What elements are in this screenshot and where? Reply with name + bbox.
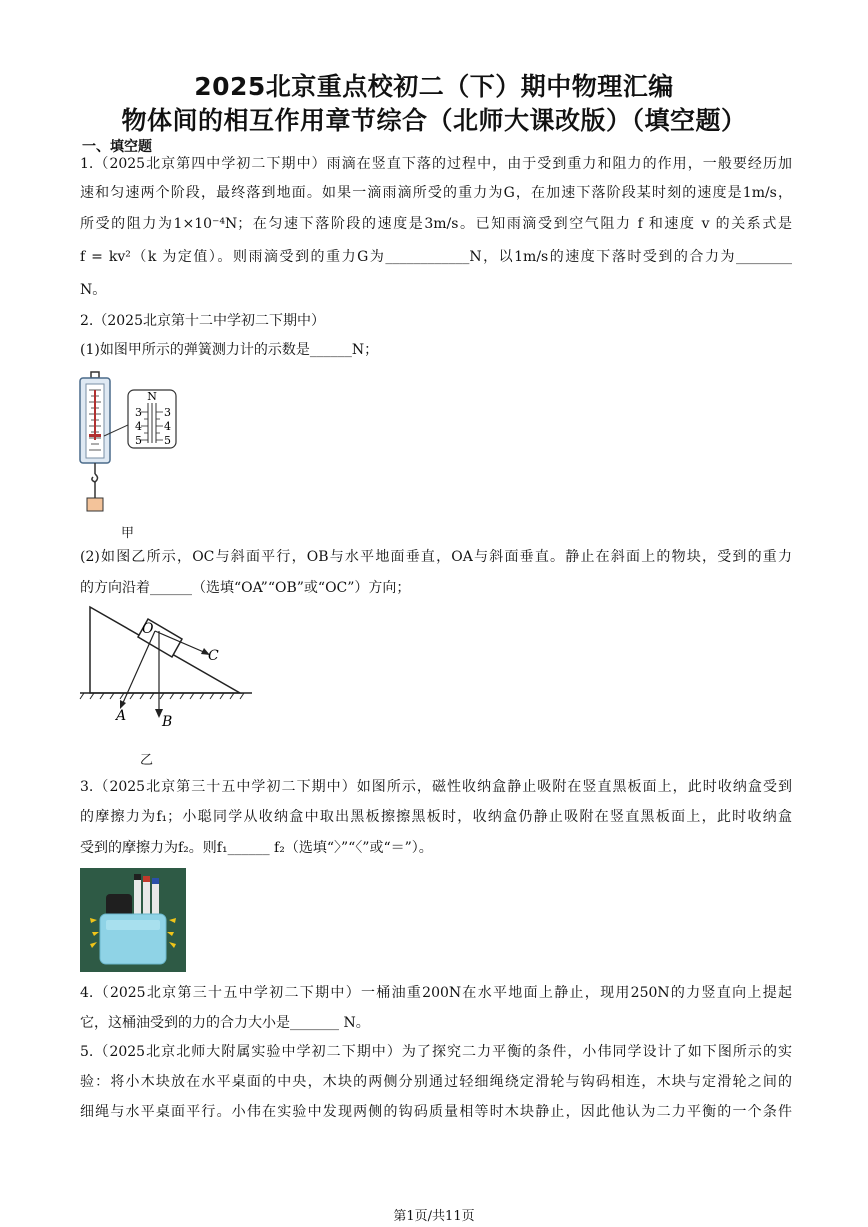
q5-line-1: 5.（2025北京北师大附属实验中学初二下期中）为了探究二力平衡的条件，小伟同学设计了如下图所示的实 (80, 1044, 792, 1060)
spring-scale-figure (76, 370, 186, 520)
figure-yi-label: 乙 (140, 753, 154, 768)
q3-line-2: 的摩擦力为f₁；小聪同学从收纳盒中取出黑板擦擦黑板时，收纳盒仍静止吸附在竖直黑板面上，此时收纳盒 (80, 809, 792, 825)
q5-line-3: 细绳与水平桌面平行。小伟在实验中发现两侧的钩码质量相等时木块静止，因此他认为二力平衡的一个条件 (80, 1104, 792, 1120)
q2-part-1: (1)如图甲所示的弹簧测力计的示数是______N； (80, 342, 379, 358)
q3-line-1: 3.（2025北京第三十五中学初二下期中）如图所示，磁性收纳盒静止吸附在竖直黑板面上，此时收纳盒受到 (80, 779, 792, 795)
incline-figure (80, 605, 260, 735)
zoom-tick-right-4: 4 (164, 420, 171, 433)
q4-line-1: 4.（2025北京第三十五中学初二下期中）一桶油重200N在水平地面上静止，现用250N的力竖直向上提起 (80, 985, 792, 1001)
point-o-label: O (142, 621, 154, 637)
point-a-label: A (116, 708, 127, 724)
zoom-tick-left-4: 4 (135, 420, 142, 433)
q1-line-3: 所受的阻力为1×10⁻⁴N；在匀速下落阶段的速度是3m/s。已知雨滴受到空气阻力 f 和速度 v 的关系式是 (80, 216, 792, 232)
q1-line-5: N。 (80, 282, 107, 298)
q1-line-1: 1.（2025北京第四中学初二下期中）雨滴在竖直下落的过程中，由于受到重力和阻力的作用，一般要经历加 (80, 156, 792, 172)
magnetic-box-photo (80, 868, 186, 972)
figure-jia-label: 甲 (121, 526, 135, 541)
point-c-label: C (208, 648, 219, 664)
q2-part-2-line-2: 的方向沿着______（选填“OA”“OB”或“OC”）方向； (80, 580, 411, 596)
point-b-label: B (162, 714, 173, 730)
hanging-weight (87, 498, 103, 511)
zoom-tick-left-3: 3 (135, 406, 142, 419)
scale-top-ring (91, 372, 99, 378)
q5-line-2: 验：将小木块放在水平桌面的中央，木块的两侧分别通过轻细绳绕定滑轮与钩码相连，木块与定滑轮之间的 (80, 1074, 792, 1090)
q4-line-2: 它，这桶油受到的力的合力大小是_______ N。 (80, 1015, 370, 1031)
q1-line-2: 速和匀速两个阶段，最终落到地面。如果一滴雨滴所受的重力为G，在加速下落阶段某时刻的速度是1m/s， (80, 185, 792, 201)
page-footer: 第1页/共11页 (393, 1209, 475, 1224)
q3-line-3: 受到的摩擦力为f₂。则f₁______ f₂（选填“〉”“〈”或“＝”）。 (80, 840, 433, 856)
q2-part-2-line-1: (2)如图乙所示，OC与斜面平行，OB与水平地面垂直，OA与斜面垂直。静止在斜面上的物块，受到的重力 (80, 549, 792, 565)
zoom-tick-right-3: 3 (164, 406, 171, 419)
q1-line-4: f = kv²（k 为定值）。则雨滴受到的重力G为____________N，以1m/s的速度下落时受到的合力为________ (80, 249, 792, 265)
zoom-tick-left-5: 5 (135, 434, 142, 447)
page-title: 2025北京重点校初二（下）期中物理汇编 (194, 72, 674, 101)
zoom-unit-label: N (147, 390, 157, 403)
section-heading: 一、填空题 (82, 139, 152, 155)
zoom-tick-right-5: 5 (164, 434, 171, 447)
q2-header: 2.（2025北京第十二中学初二下期中） (80, 313, 325, 329)
page-subtitle: 物体间的相互作用章节综合（北师大课改版）（填空题） (121, 106, 747, 135)
